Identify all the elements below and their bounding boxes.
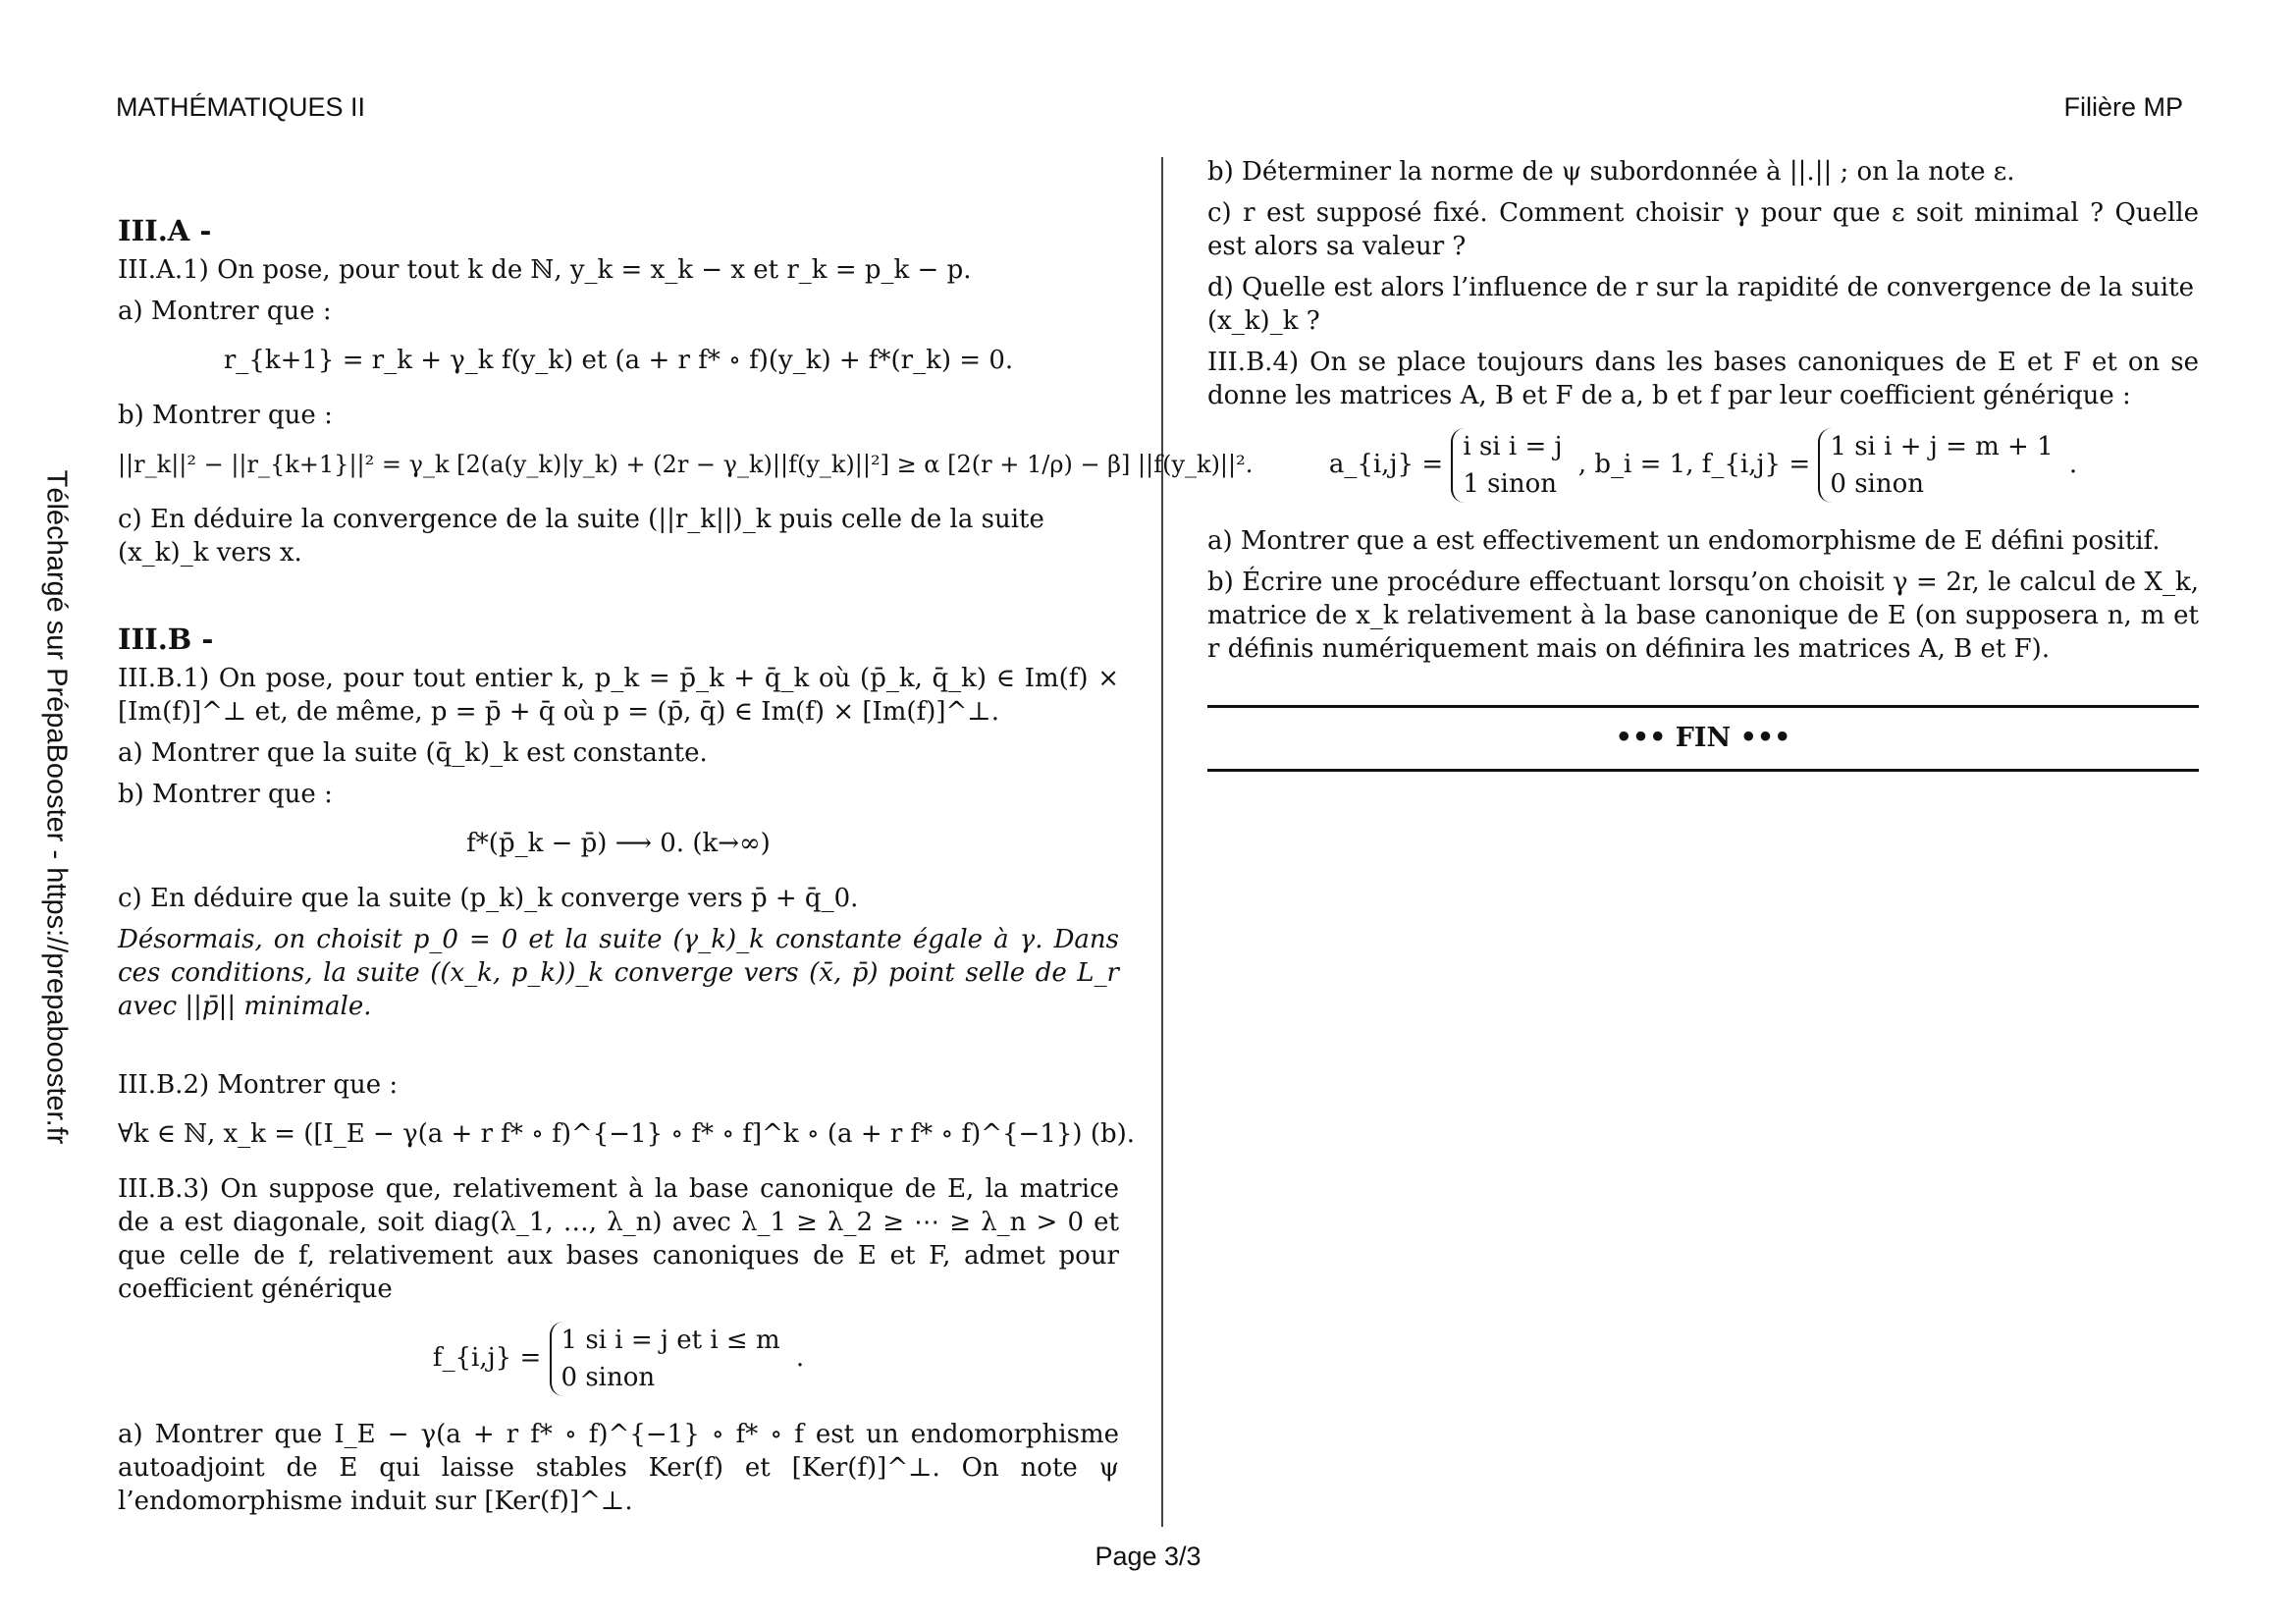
question-b4b: b) Écrire une procédure effectuant lorsqu’on choisit γ = 2r, le calcul de X_k, matrice de x_k relativement à la base canonique de E (on supposera n, m et r définis numériquement mais on définira les matrices A, B et F). <box>1207 568 2199 664</box>
page-number: Page 3/3 <box>1095 1542 1201 1571</box>
question-b3c: c) r est supposé fixé. Comment choisir γ pour que ε soit minimal ? Quelle est alors sa valeur ? <box>1207 198 2199 261</box>
case-b4-f-2: 0 sinon <box>1830 469 1924 499</box>
sidebar-text: Téléchargé sur PrépaBooster - https://prepabooster.fr <box>40 469 73 1145</box>
equation-b3: f_{i,j} = 1 si i = j et i ≤ m 0 sinon . <box>118 1322 1119 1396</box>
equation-b4-b: , b_i = 1, f_{i,j} = <box>1577 450 1811 479</box>
section-title-b: III.B - <box>118 623 214 656</box>
equation-b2: ∀k ∈ ℕ, x_k = ([I_E − γ(a + r f* ∘ f)^{−1} ∘ f* ∘ f]^k ∘ (a + r f* ∘ f)^{−1}) (b). <box>118 1119 1136 1149</box>
question-b3d: d) Quelle est alors l’influence de r sur la rapidité de convergence de la suite (x_k)_k ? <box>1207 273 2194 336</box>
question-b2: III.B.2) Montrer que : <box>118 1070 399 1100</box>
equation-b4-a-lhs: a_{i,j} = <box>1328 450 1444 479</box>
header-track: Filière MP <box>2063 92 2183 122</box>
case-b4-a-2: 1 sinon <box>1463 469 1557 499</box>
case-b4-f-1: 1 si i + j = m + 1 <box>1830 432 2054 461</box>
equation-b1b: f*(p̄_k − p̄) ⟶ 0. (k→∞) <box>466 829 771 858</box>
cases-b4-a <box>1451 428 1570 503</box>
case-b4-a-1: i si i = j <box>1463 432 1563 461</box>
question-b3: III.B.3) On suppose que, relativement à la base canonique de E, la matrice de a est diagonale, soit diag(λ_1, …, λ_n) avec λ_1 ≥ λ_2 ≥ ⋯ ≥ λ_n > 0 et que celle de f, relativement aux bases canoniques de E et F, admet pour coefficient générique <box>118 1174 1119 1304</box>
cases-b3 <box>550 1322 788 1396</box>
question-b1a: a) Montrer que la suite (q̄_k)_k est constante. <box>118 738 708 768</box>
section-title-a: III.A - <box>118 214 212 247</box>
case-b3-1: 1 si i = j et i ≤ m <box>561 1326 780 1355</box>
end-marker: ••• FIN ••• <box>1615 723 1791 753</box>
rule-bottom <box>1207 769 2199 772</box>
equation-b4: a_{i,j} = i si i = j 1 sinon , b_i = 1, f_{i,j} = 1 si i + j = m + 1 0 sinon . <box>1207 428 2199 503</box>
question-a1b: b) Montrer que : <box>118 401 333 430</box>
rule-top <box>1207 705 2199 708</box>
case-b3-2: 0 sinon <box>561 1363 656 1392</box>
question-b1b: b) Montrer que : <box>118 780 333 809</box>
question-b4a: a) Montrer que a est effectivement un endomorphisme de E défini positif. <box>1207 526 2161 556</box>
question-a1c: c) En déduire la convergence de la suite (||r_k||)_k puis celle de la suite (x_k)_k vers x. <box>118 505 1044 568</box>
right-column <box>1207 155 2199 785</box>
equation-a1b: ||r_k||² − ||r_{k+1}||² = γ_k [2(a(y_k)|y_k) + (2r − γ_k)||f(y_k)||²] ≥ α [2(r + 1/ρ) − β] ||f(y_k)||². <box>118 451 1254 478</box>
column-divider <box>1161 157 1163 1527</box>
question-b1c: c) En déduire que la suite (p_k)_k converge vers p̄ + q̄_0. <box>118 884 859 913</box>
note-b1: Désormais, on choisit p_0 = 0 et la suite (γ_k)_k constante égale à γ. Dans ces conditions, la suite ((x_k, p_k))_k converge vers (x̄, p̄) point selle de L_r avec ||p̄|| minimale. <box>118 925 1119 1021</box>
question-b4: III.B.4) On se place toujours dans les bases canoniques de E et F et on se donne les matrices A, B et F de a, b et f par leur coefficient générique : <box>1207 348 2199 410</box>
header-subject: MATHÉMATIQUES II <box>116 92 366 122</box>
question-b3a: a) Montrer que I_E − γ(a + r f* ∘ f)^{−1} ∘ f* ∘ f est un endomorphisme autoadjoint de E qui laisse stables Ker(f) et [Ker(f)]^⊥. On note ψ l’endomorphisme induit sur [Ker(f)]^⊥. <box>118 1420 1119 1516</box>
left-column <box>118 155 1254 1526</box>
equation-a1a: r_{k+1} = r_k + γ_k f(y_k) et (a + r f* ∘ f)(y_k) + f*(r_k) = 0. <box>223 346 1014 375</box>
question-b1: III.B.1) On pose, pour tout entier k, p_k = p̄_k + q̄_k où (p̄_k, q̄_k) ∈ Im(f) × [Im(f)]^⊥ et, de même, p = p̄ + q̄ où p = (p̄, q̄) ∈ Im(f) × [Im(f)]^⊥. <box>118 664 1119 727</box>
question-a1a: a) Montrer que : <box>118 297 332 326</box>
question-a1: III.A.1) On pose, pour tout k de ℕ, y_k = x_k − x et r_k = p_k − p. <box>118 255 972 285</box>
equation-b3-lhs: f_{i,j} = <box>432 1343 542 1373</box>
cases-b4-f <box>1818 428 2060 503</box>
question-b3b: b) Déterminer la norme de ψ subordonnée à ||.|| ; on la note ε. <box>1207 157 2015 187</box>
